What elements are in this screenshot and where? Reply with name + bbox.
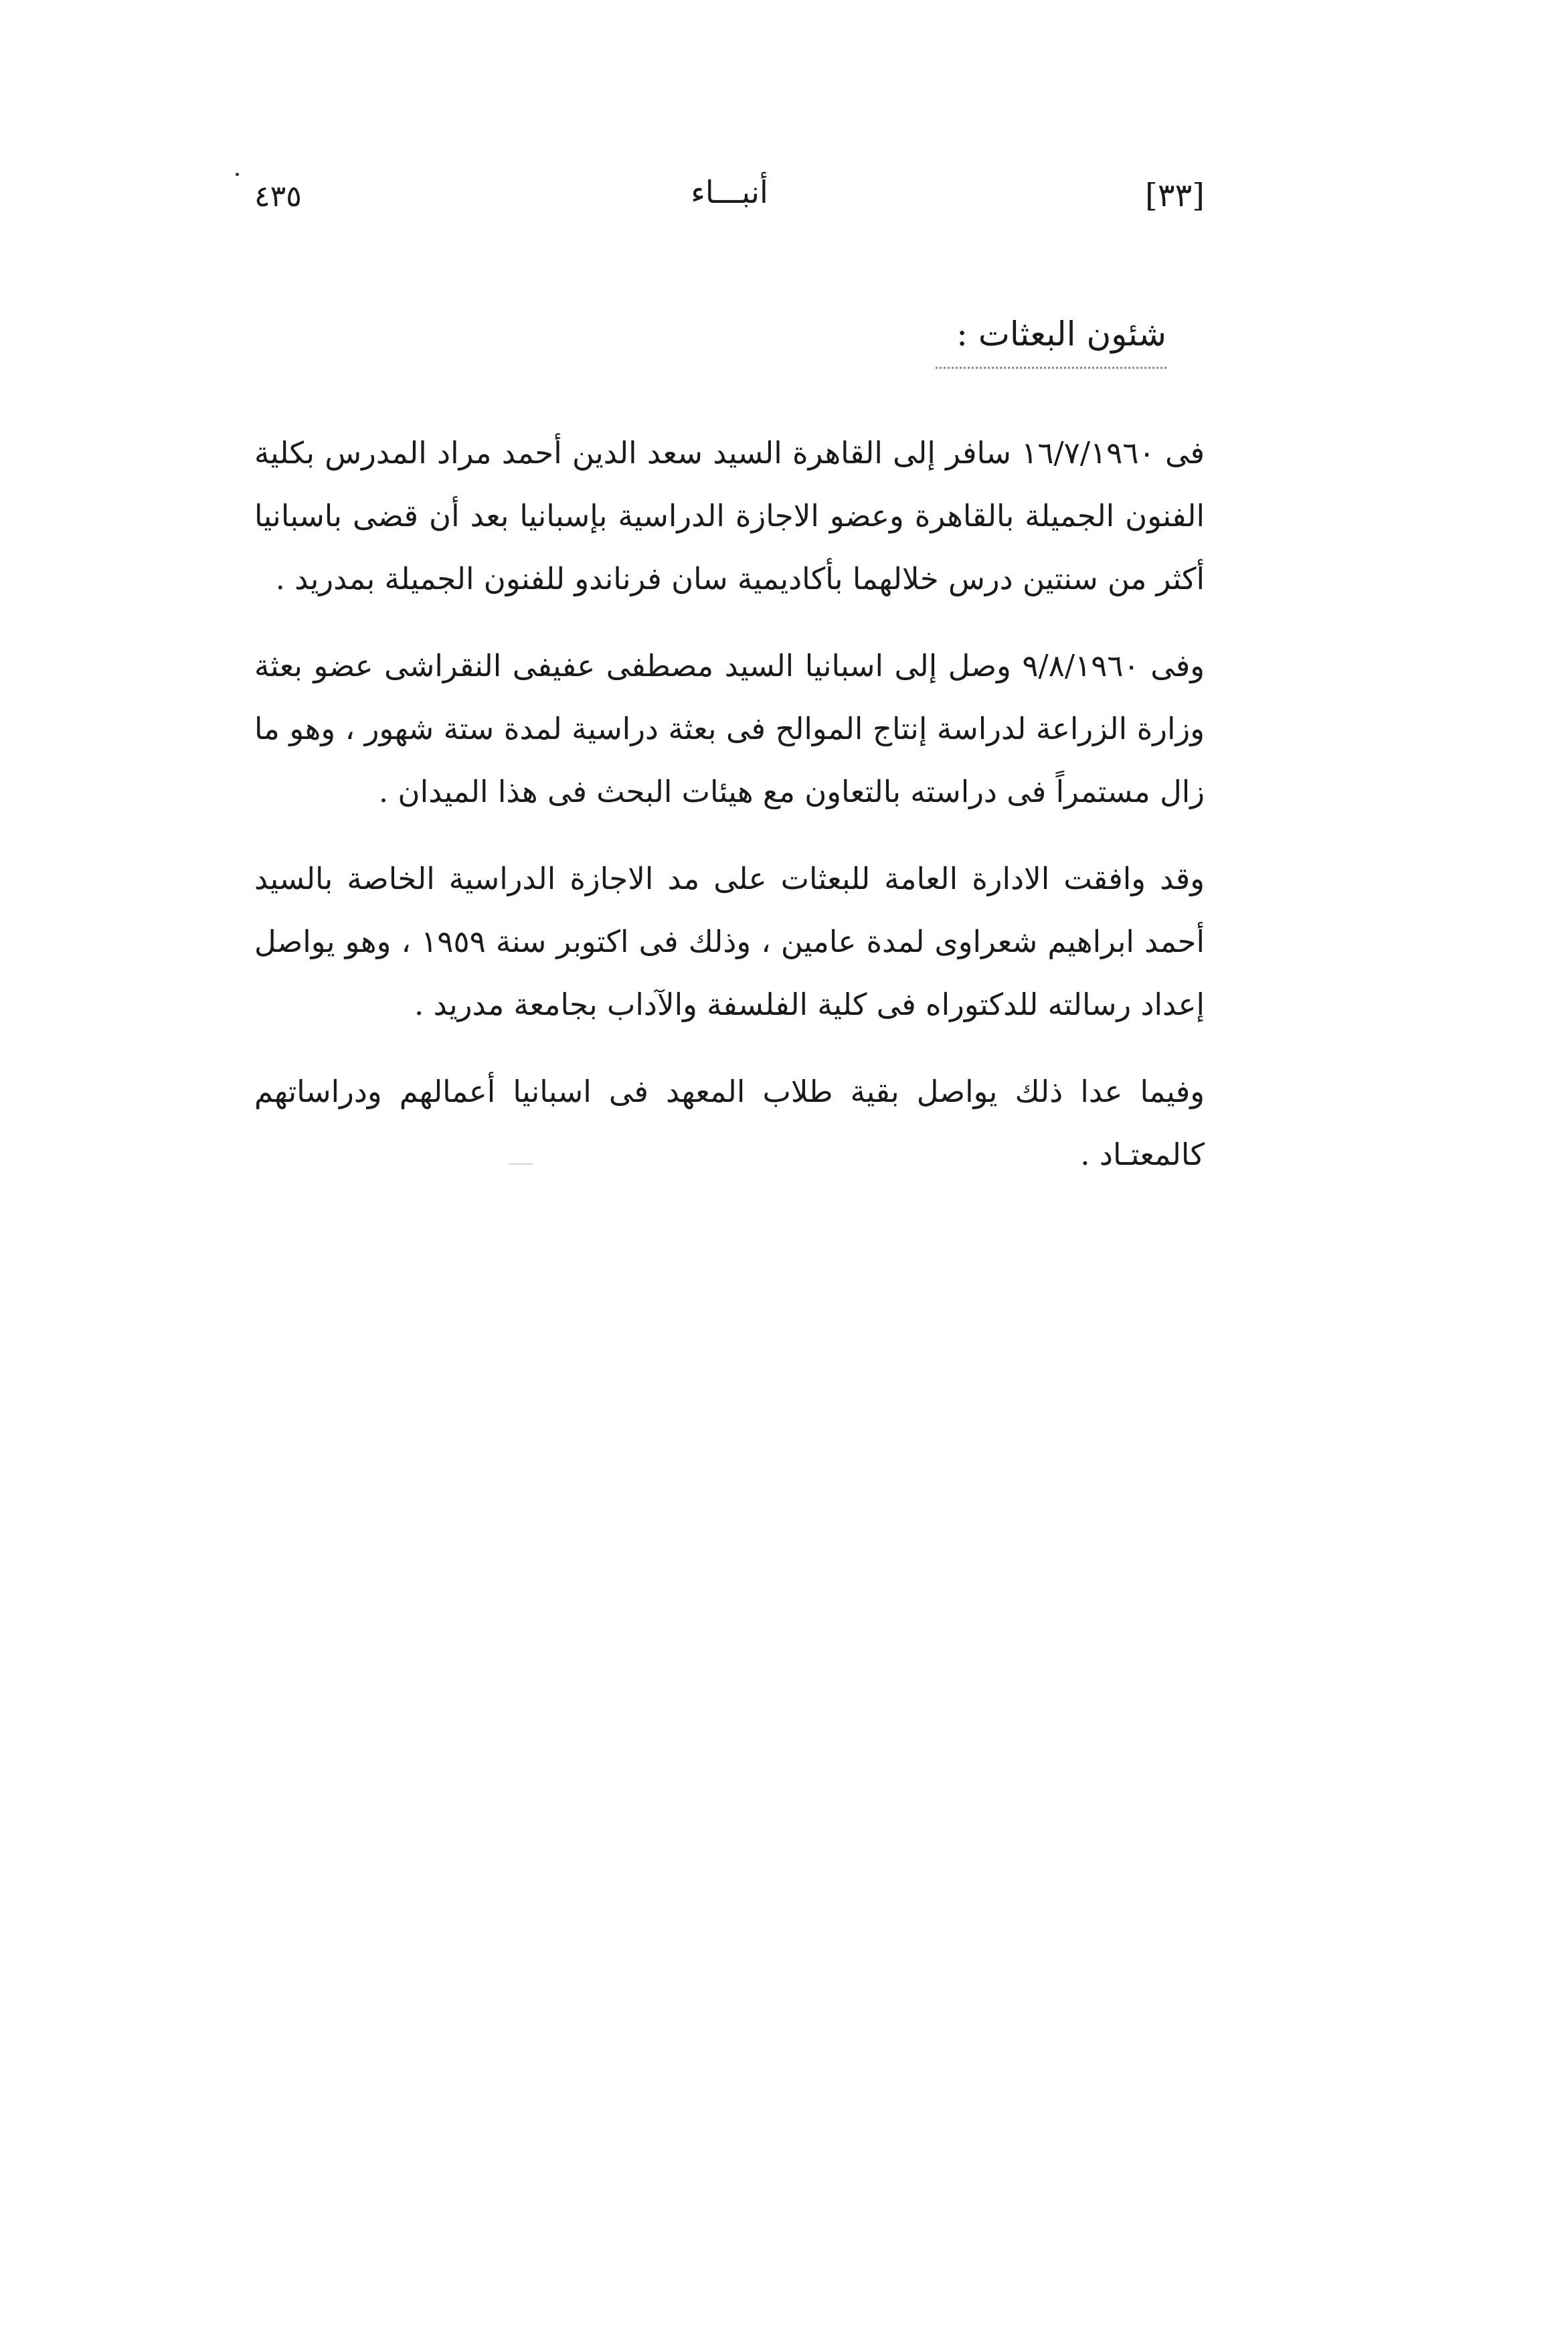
running-title: أنبـــاء xyxy=(691,174,768,210)
issue-number: [٣٣] xyxy=(1144,177,1205,214)
paragraph: وقد وافقت الادارة العامة للبعثات على مد الاجازة الدراسية الخاصة بالسيد أحمد ابراهيم شعراوى لمدة عامين ، وذلك فى اكتوبر سنة ١٩٥٩ ، وهو يواصل إعداد رسالته للدكتوراه فى كلية الفلسفة والآداب بجامعة مدريد . xyxy=(254,861,1205,1022)
paragraph: وفى ٩/٨/١٩٦٠ وصل إلى اسبانيا السيد مصطفى عفيفى النقراشى عضو بعثة وزارة الزراعة لدراسة إنتاج الموالح فى بعثة دراسية لمدة ستة شهور ، وهو ما زال مستمراً فى دراسته بالتعاون مع هيئات البحث فى هذا الميدان . xyxy=(254,648,1205,809)
page-header xyxy=(254,174,1205,228)
heading-underline xyxy=(936,367,1166,369)
scan-mark xyxy=(509,1163,533,1165)
section-heading: شئون البعثات : xyxy=(956,315,1166,353)
scan-speck xyxy=(236,173,239,176)
body-text xyxy=(254,422,1205,1210)
paragraph: فى ١٦/٧/١٩٦٠ سافر إلى القاهرة السيد سعد الدين أحمد مراد المدرس بكلية الفنون الجميلة بالقاهرة وعضو الاجازة الدراسية بإسبانيا بعد أن قضى باسبانيا أكثر من سنتين درس خلالهما بأكاديمية سان فرناندو للفنون الجميلة بمدريد . xyxy=(254,435,1205,596)
paragraph: وفيما عدا ذلك يواصل بقية طلاب المعهد فى اسبانيا أعمالهم ودراساتهم كالمعتـاد . xyxy=(254,1074,1205,1172)
page-number: ٤٣٥ xyxy=(254,179,302,214)
